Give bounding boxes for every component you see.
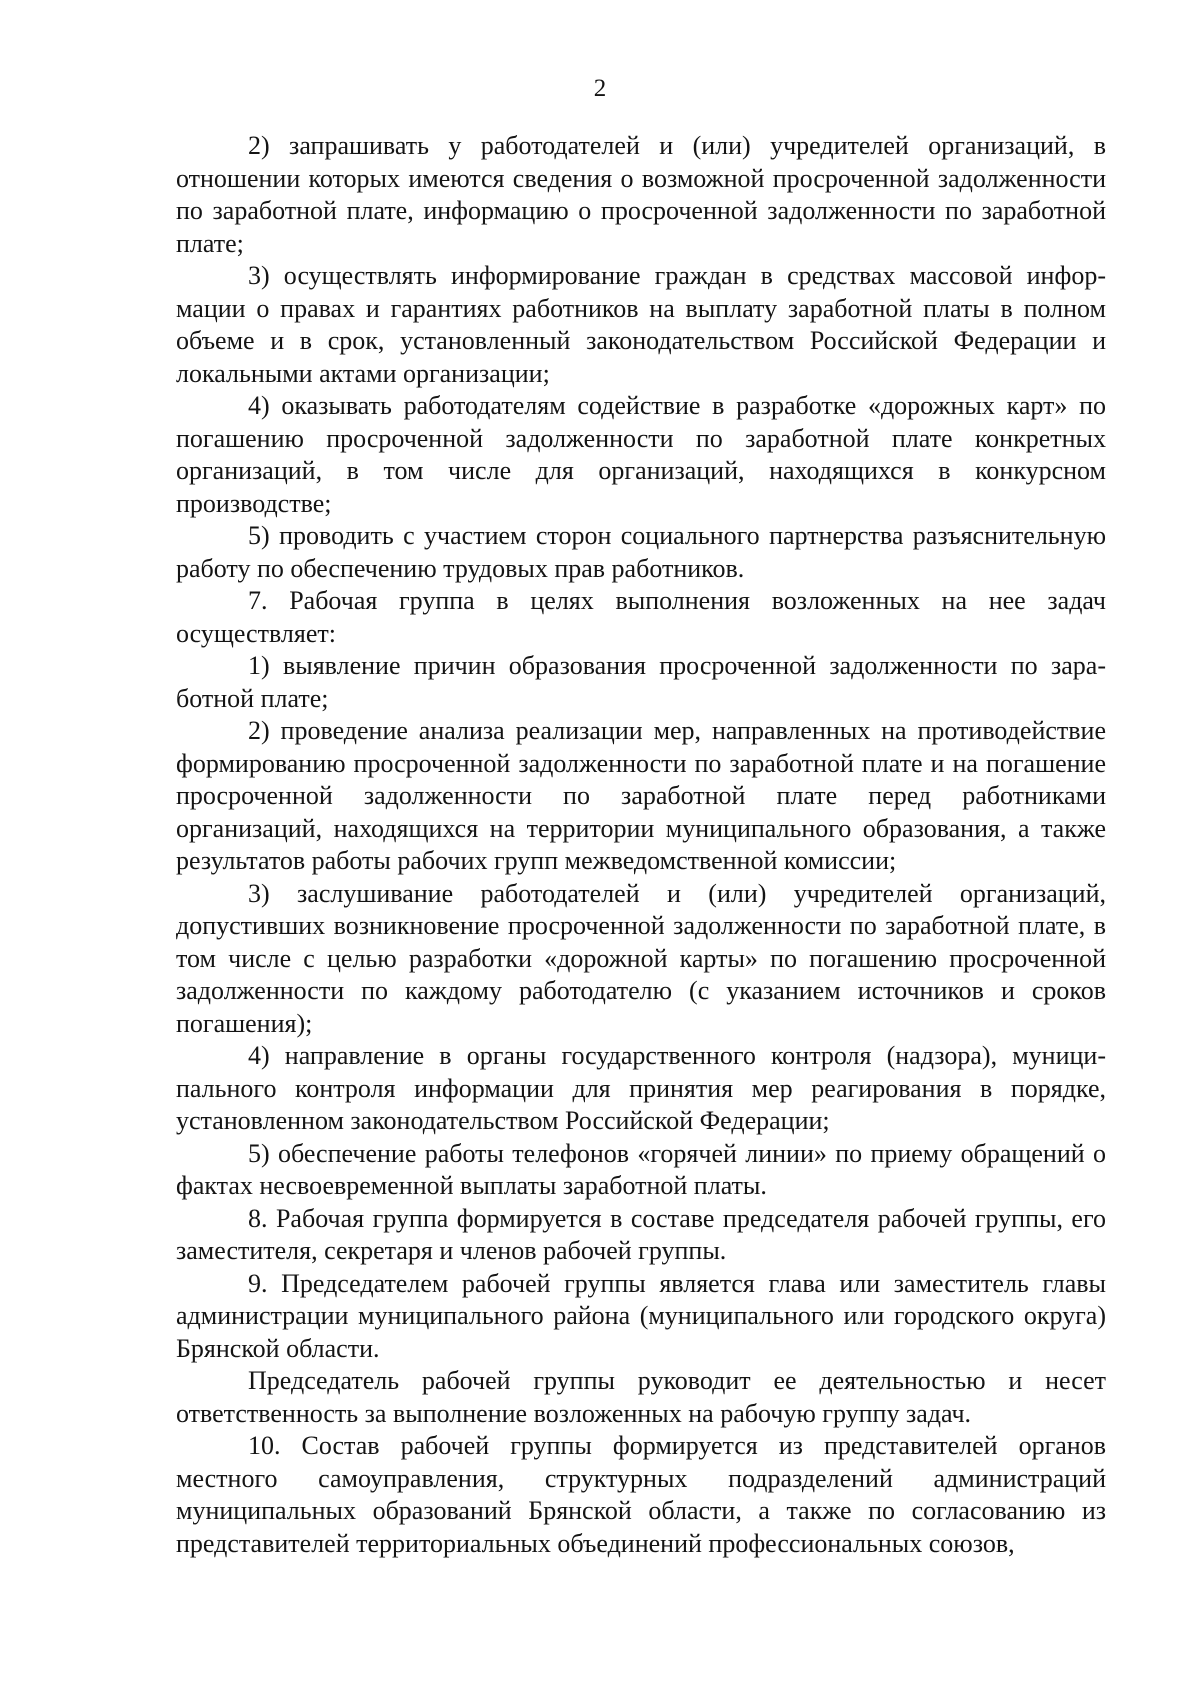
- paragraph-item-5-hotline: 5) обеспечение работы телефонов «горячей линии» по приему обращений о фактах несвоевременной выплаты заработной платы.: [176, 1138, 1106, 1200]
- paragraph-chairman-duties: Председатель рабочей группы руководит ее деятельностью и несет ответственность за выполнение возложенных на рабочую группу задач.: [176, 1366, 1106, 1428]
- paragraph-item-3-hearing: 3) заслушивание работодателей и (или) учредителей организаций, допустивших возникновение просроченной задолженности по заработной плате, в том числе с целью разработки «дорожной карты» по погашению просроченной задолженности по каждому работодателю (с указанием источников и сроков погашения);: [176, 878, 1106, 1038]
- page-number: 2: [593, 75, 607, 102]
- paragraph-item-1-causes: 1) выявление причин образования просроченной задолженности по заработной плате;: [176, 651, 1106, 713]
- paragraph-item-4-referral: 4) направление в органы государственного контроля (надзора), муниципального контроля информации для принятия мер реагирования в порядке, установленном законодательством Российской Федерации;: [176, 1041, 1106, 1135]
- paragraph-item-2-analysis: 2) проведение анализа реализации мер, направленных на противодействие формированию просроченной задолженности по заработной плате и на погашение просроченной задолженности по заработной плате перед работниками организаций, находящихся на территории муниципального образования, а также результатов работы рабочих групп межведомственной комиссии;: [176, 716, 1106, 875]
- paragraph-section-7: 7. Рабочая группа в целях выполнения возложенных на нее задач осуществляет:: [176, 586, 1106, 648]
- paragraph-item-5-explanatory-work: 5) проводить с участием сторон социального партнерства разъяснительную работу по обеспечению трудовых прав работников.: [176, 521, 1106, 583]
- document-body: [176, 130, 1106, 1560]
- paragraph-item-2-request-info: 2) запрашивать у работодателей и (или) учредителей организаций, в отношении которых имеются сведения о возможной просроченной задолженности по заработной плате, информацию о просроченной задолженности по заработной плате;: [176, 131, 1106, 258]
- paragraph-item-4-road-maps: 4) оказывать работодателям содействие в разработке «дорожных карт» по погашению просроченной задолженности по заработной плате конкретных организаций, в том числе для организаций, находящихся в конкурсном производстве;: [176, 391, 1106, 518]
- paragraph-item-3-inform-citizens: 3) осуществлять информирование граждан в средствах массовой информации о правах и гарантиях работников на выплату заработной платы в полном объеме и в срок, установленный законодательством Российской Федерации и локальными актами организации;: [176, 261, 1106, 388]
- paragraph-section-8: 8. Рабочая группа формируется в составе председателя рабочей группы, его заместителя, секретаря и членов рабочей группы.: [176, 1203, 1106, 1265]
- paragraph-section-10: 10. Состав рабочей группы формируется из представителей органов местного самоуправления, структурных подразделений администраций муниципальных образований Брянской области, а также по согласованию из представителей территориальных объединений профессиональных союзов,: [176, 1431, 1106, 1558]
- paragraph-section-9: 9. Председателем рабочей группы является глава или заместитель главы администрации муниципального района (муниципального или городского округа) Брянской области.: [176, 1268, 1106, 1363]
